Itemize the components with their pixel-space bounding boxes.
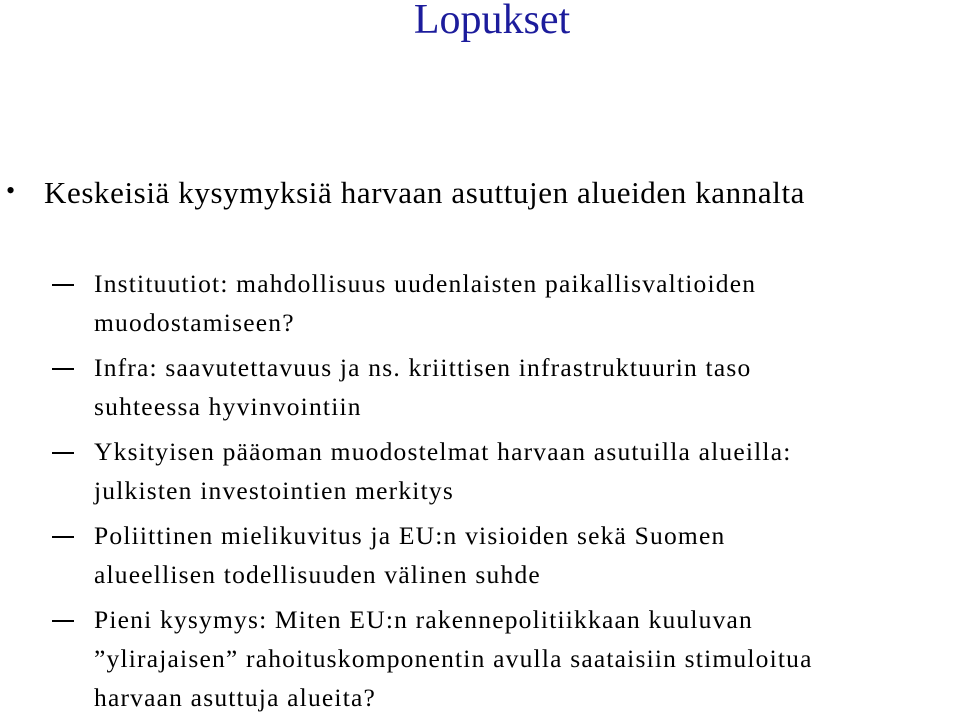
sub-bullet-text: Pieni kysymys: Miten EU:n rakennepolitiikkaan kuuluvan ”ylirajaisen” rahoituskomponentin avulla saataisiin stimuloitua harvaan asuttuja alueita? (94, 605, 813, 712)
sub-bullet-text: Yksityisen pääoman muodostelmat harvaan asutuilla alueilla: julkisten investointien merkitys (94, 437, 792, 505)
main-bullet-text: Keskeisiä kysymyksiä harvaan asuttujen alueiden kannalta (44, 175, 806, 210)
sub-bullet-text: Instituutiot: mahdollisuus uudenlaisten paikallisvaltioiden muodostamiseen? (94, 269, 757, 337)
dash-bullet-icon (52, 284, 74, 286)
dash-bullet-icon (52, 452, 74, 454)
dash-bullet-icon (52, 620, 74, 622)
dash-bullet-icon (52, 536, 74, 538)
dash-bullet-icon (52, 368, 74, 370)
slide-title: Lopukset (413, 0, 571, 43)
sub-bullet-text: Infra: saavutettavuus ja ns. kriittisen infrastruktuurin taso suhteessa hyvinvointiin (94, 353, 752, 421)
bullet-dot-icon: • (6, 176, 16, 205)
sub-bullet-text: Poliittinen mielikuvitus ja EU:n visioiden sekä Suomen alueellisen todellisuuden välinen suhde (94, 521, 726, 589)
